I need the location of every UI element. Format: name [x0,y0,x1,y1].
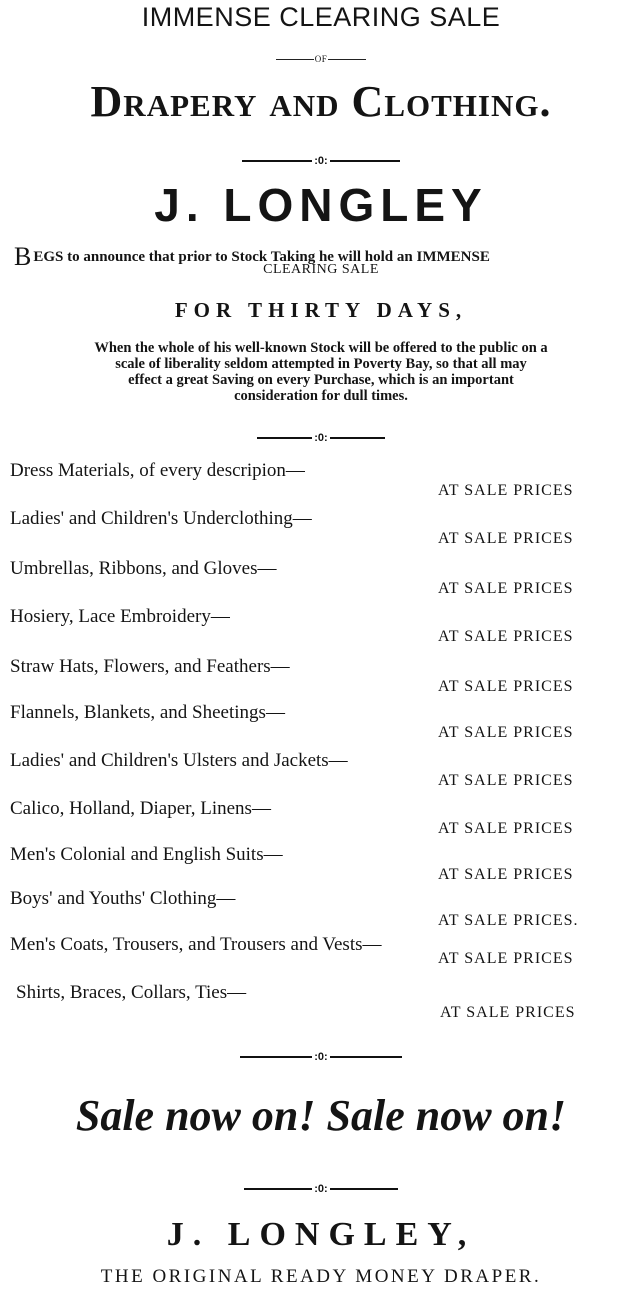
announcement-line-2: CLEARING SALE [263,262,379,277]
item-name: Ladies' and Children's Underclothing— [10,508,312,529]
list-item [0,798,642,846]
heading-line-1: IMMENSE CLEARING SALE [141,2,501,32]
rule [330,160,400,162]
description [0,340,642,404]
list-item [0,844,642,892]
drop-cap: B [14,242,32,271]
rule [328,59,366,60]
list-item [0,606,642,654]
of-divider [0,50,642,64]
list-item [0,982,642,1030]
item-name: Dress Materials, of every descripion— [10,460,305,481]
list-item [0,460,642,508]
rule [240,1056,312,1058]
sale-banner: Sale now on! Sale now on! [75,1091,567,1140]
item-price: AT SALE PRICES [438,678,574,695]
item-name: Flannels, Blankets, and Sheetings— [10,702,285,723]
divider [0,429,642,443]
description-line: scale of liberality seldom attempted in Poverty Bay, so that all may [115,356,527,372]
footer-tagline: THE ORIGINAL READY MONEY DRAPER. [100,1266,542,1287]
description-line: effect a great Saving on every Purchase, which is an important [128,372,514,388]
item-price: AT SALE PRICES [438,950,574,967]
item-price: AT SALE PRICES [438,580,574,597]
item-price: AT SALE PRICES [438,724,574,741]
rule [330,1188,398,1190]
item-name: Hosiery, Lace Embroidery— [10,606,230,627]
list-item [0,656,642,704]
item-name: Straw Hats, Flowers, and Feathers— [10,656,290,677]
item-name: Shirts, Braces, Collars, Ties— [16,982,247,1003]
item-name: Men's Colonial and English Suits— [10,844,283,865]
list-item [0,888,642,936]
heading-line-2: Drapery and Clothing. [90,77,552,126]
list-item [0,934,642,982]
divider-mark: :0: [314,1051,328,1064]
rule [330,437,385,439]
item-price: AT SALE PRICES [438,772,574,789]
rule [257,437,312,439]
item-price: AT SALE PRICES [438,866,574,883]
divider [0,152,642,166]
description-line: consideration for dull times. [234,388,408,404]
item-price: AT SALE PRICES [438,530,574,547]
item-price: AT SALE PRICES [440,1004,576,1021]
divider-mark: :0: [314,155,328,168]
item-name: Calico, Holland, Diaper, Linens— [10,798,271,819]
announcement-text: EGS to announce that prior to Stock Taking he will hold an IMMENSE [33,249,490,265]
divider-mark: :0: [314,1183,328,1196]
item-price: AT SALE PRICES [438,820,574,837]
item-name: Boys' and Youths' Clothing— [10,888,236,909]
divider-mark: :0: [314,432,328,445]
list-item [0,702,642,750]
item-name: Umbrellas, Ribbons, and Gloves— [10,558,277,579]
of-label: OF [314,54,328,65]
rule [330,1056,402,1058]
divider [0,1048,642,1062]
duration: FOR THIRTY DAYS, [174,298,468,322]
list-item [0,558,642,606]
divider [0,1180,642,1194]
rule [244,1188,312,1190]
item-name: Ladies' and Children's Ulsters and Jackets— [10,750,348,771]
item-price: AT SALE PRICES. [438,912,579,929]
item-name: Men's Coats, Trousers, and Trousers and Vests— [10,934,382,955]
list-item [0,508,642,556]
item-price: AT SALE PRICES [438,482,574,499]
footer-name: J. LONGLEY, [166,1216,476,1253]
description-line: When the whole of his well-known Stock will be offered to the public on a [94,340,548,356]
rule [276,59,314,60]
rule [242,160,312,162]
item-price: AT SALE PRICES [438,628,574,645]
list-item [0,750,642,798]
proprietor-name: J. LONGLEY [154,179,488,231]
